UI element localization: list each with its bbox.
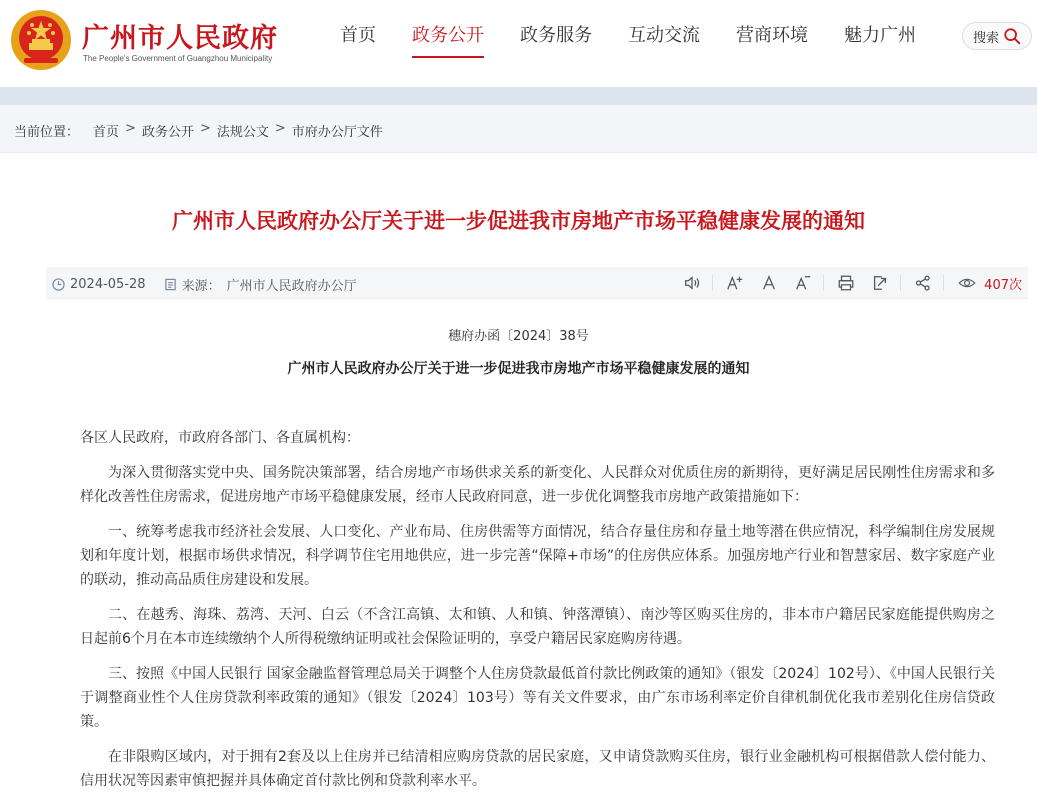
article-paragraph: 为深入贯彻落实党中央、国务院决策部署，结合房地产市场供求关系的新变化、人民群众对优质住房的新期待，更好满足居民刚性住房需求和多样化改善性住房需求，促进房地产市场平稳健康发展，经市人民政府同意，进一步优化调整我市房地产政策措施如下： — [80, 465, 995, 505]
search-label: 搜索 — [973, 30, 1000, 46]
main-nav — [322, 0, 934, 82]
font-increase-button[interactable] — [723, 271, 747, 295]
article-paragraph: 各区人民政府，市政府各部门、各直属机构： — [80, 430, 360, 446]
view-count-eye — [954, 271, 980, 295]
site-title[interactable]: 广州市人民政府 — [82, 23, 278, 54]
breadcrumb-gov-affairs[interactable]: 政务公开 — [141, 125, 194, 140]
view-count: 407次 — [984, 277, 1022, 293]
share-icon — [914, 274, 932, 292]
breadcrumb-separator: > — [199, 121, 211, 136]
article-meta-bar — [46, 267, 1028, 299]
publish-date: 2024-05-28 — [70, 277, 146, 292]
eye-icon — [958, 274, 976, 292]
source-value: 广州市人民政府办公厅 — [226, 279, 357, 294]
article-paragraph: 三、按照《中国人民银行 国家金融监督管理总局关于调整个人住房贷款最低首付款比例政策的通知》（银发〔2024〕102号）、《中国人民银行关于调整商业性个人住房贷款利率政策的通知》（银发〔2024〕103号）等有关文件要求，由广东市场利率定价自律机制优化我市差别化住房信贷政策。 — [80, 666, 995, 730]
font-increase-icon — [726, 274, 744, 292]
source-label: 来源： — [181, 279, 221, 294]
font-icon — [760, 274, 778, 292]
breadcrumb-label: 当前位置： — [14, 125, 80, 140]
document-number: 穗府办函〔2024〕38号 — [448, 329, 589, 344]
breadcrumb — [14, 121, 383, 140]
font-default-button[interactable] — [757, 271, 781, 295]
national-emblem-icon[interactable] — [10, 9, 72, 71]
article-body — [80, 426, 995, 796]
breadcrumb-regulations[interactable]: 法规公文 — [216, 125, 269, 140]
nav-item-interaction[interactable]: 互动交流 — [628, 25, 700, 46]
site-subtitle: The People's Government of Guangzhou Municipality — [83, 54, 273, 63]
article-paragraph: 在非限购区域内，对于拥有2套及以上住房并已结清相应购房贷款的居民家庭，又申请贷款购买住房，银行业金融机构可根据借款人偿付能力、信用状况等因素审慎把握并具体确定首付款比例和贷款利率水平。 — [80, 749, 995, 789]
nav-item-charm-guangzhou[interactable]: 魅力广州 — [844, 25, 916, 46]
document-icon — [164, 278, 177, 291]
header-divider-band — [0, 87, 1037, 105]
breadcrumb-home[interactable]: 首页 — [93, 125, 120, 140]
document-heading: 广州市人民政府办公厅关于进一步促进我市房地产市场平稳健康发展的通知 — [287, 361, 750, 377]
print-button[interactable] — [834, 271, 858, 295]
breadcrumb-bar — [0, 105, 1037, 153]
close-window-button[interactable] — [868, 271, 892, 295]
breadcrumb-office-documents[interactable]: 市府办公厅文件 — [291, 125, 383, 140]
breadcrumb-separator: > — [125, 121, 136, 136]
nav-item-gov-services[interactable]: 政务服务 — [520, 25, 592, 46]
breadcrumb-separator: > — [274, 121, 286, 136]
clock-icon — [52, 278, 65, 291]
nav-item-business-env[interactable]: 营商环境 — [736, 25, 808, 46]
search-icon — [1003, 27, 1021, 45]
article-paragraph: 二、在越秀、海珠、荔湾、天河、白云（不含江高镇、太和镇、人和镇、钟落潭镇）、南沙等区购买住房的，非本市户籍居民家庭能提供购房之日起前6个月在本市连续缴纳个人所得税缴纳证明或社会保险证明的，享受户籍居民家庭购房待遇。 — [80, 607, 995, 647]
read-aloud-button[interactable] — [680, 271, 704, 295]
site-header — [0, 0, 1037, 82]
share-button[interactable] — [911, 271, 935, 295]
printer-icon — [837, 274, 855, 292]
search-button[interactable] — [962, 22, 1032, 50]
font-decrease-button[interactable] — [791, 271, 815, 295]
font-decrease-icon — [794, 274, 812, 292]
nav-item-home[interactable]: 首页 — [340, 25, 376, 46]
speaker-icon — [683, 274, 701, 292]
nav-item-gov-affairs[interactable]: 政务公开 — [394, 0, 502, 82]
article-title: 广州市人民政府办公厅关于进一步促进我市房地产市场平稳健康发展的通知 — [172, 209, 865, 233]
exit-icon — [871, 274, 889, 292]
article-paragraph: 一、统筹考虑我市经济社会发展、人口变化、产业布局、住房供需等方面情况，结合存量住房和存量土地等潜在供应情况，科学编制住房发展规划和年度计划，根据市场供求情况，科学调节住宅用地供应，进一步完善“保障+市场”的住房供应体系。加强房地产行业和智慧家居、数字家庭产业的联动，推动高品质住房建设和发展。 — [80, 524, 995, 588]
